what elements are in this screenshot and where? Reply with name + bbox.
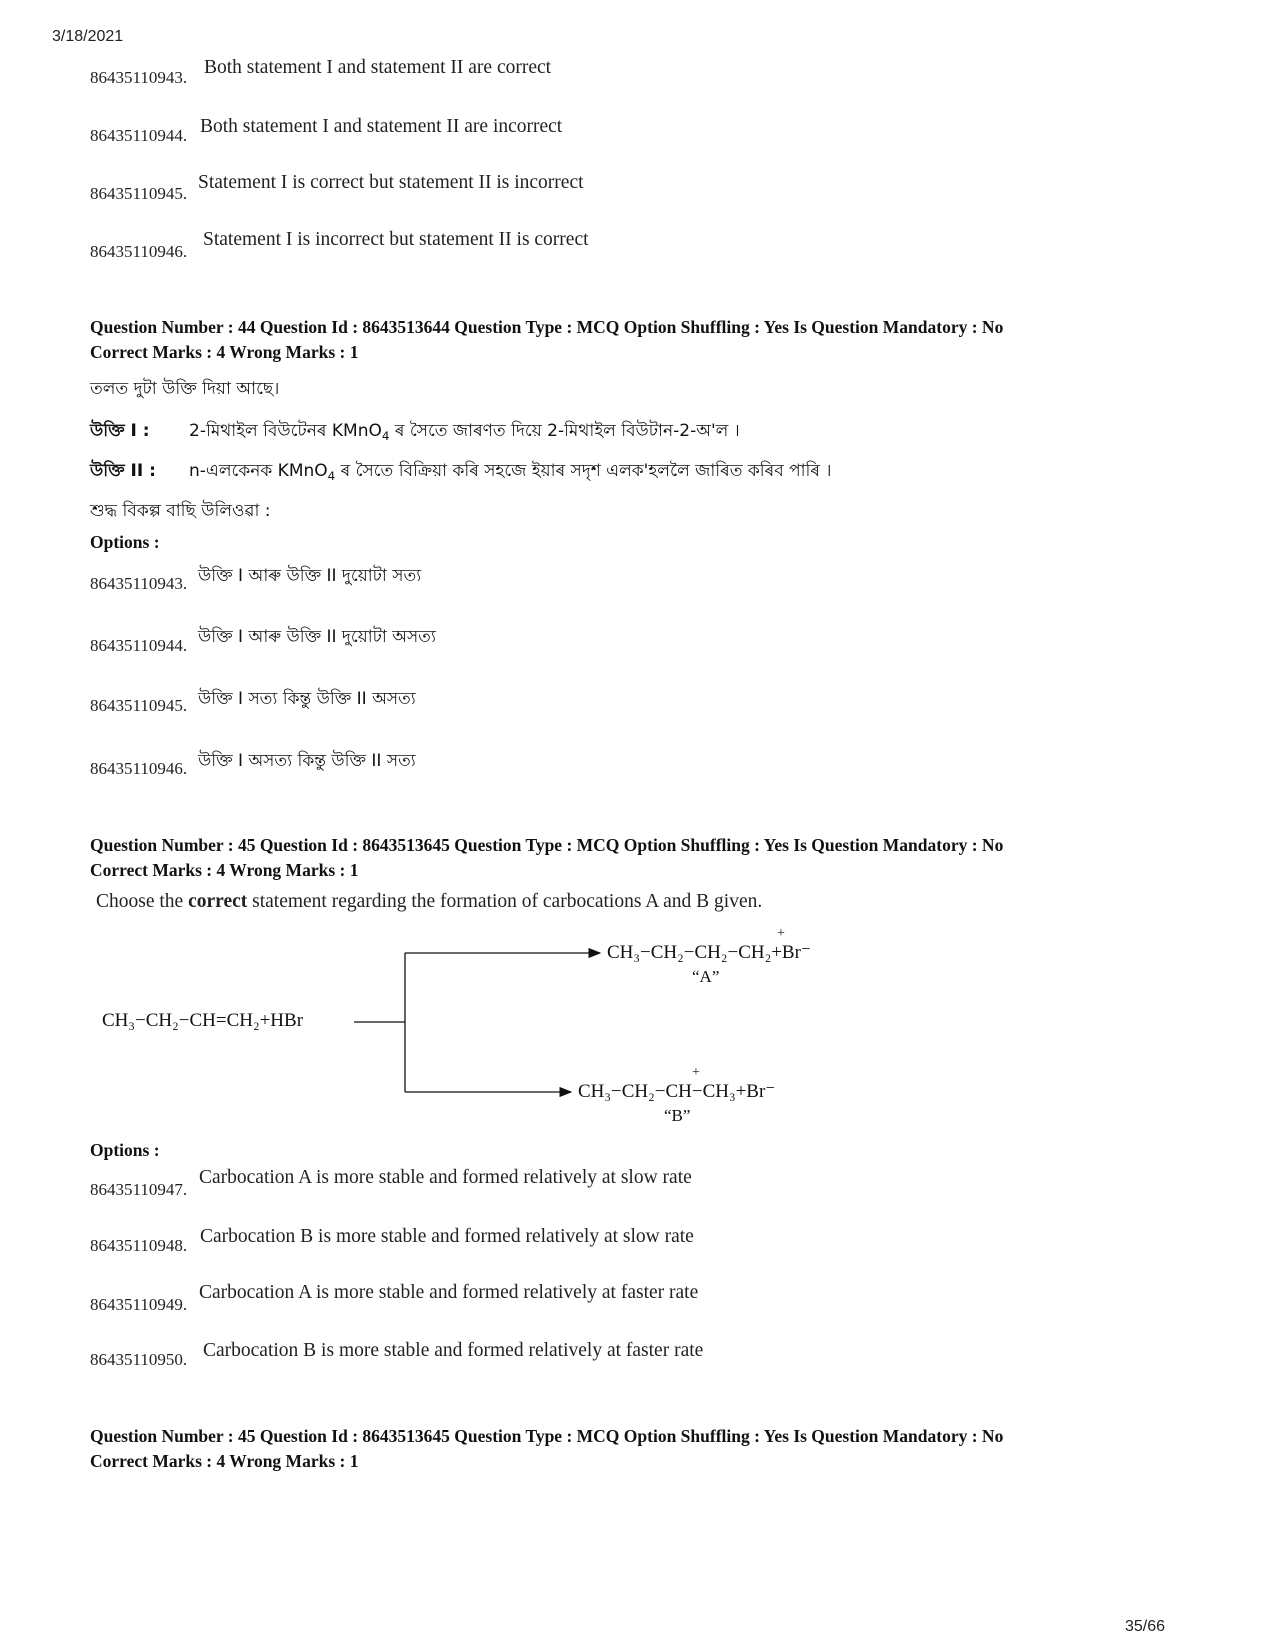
options-label: Options :	[90, 532, 160, 552]
question-45-meta: Question Number : 45 Question Id : 8643513645 Question Type : MCQ Option Shuffling : Yes Is Question Mandatory : No	[90, 835, 1004, 855]
option-id: 86435110949.	[90, 1295, 188, 1314]
product-a-label: “A”	[692, 967, 720, 986]
prev-option-id: 86435110944.	[90, 126, 188, 145]
prev-option-text: Both statement I and statement II are incorrect	[200, 116, 563, 137]
option-id: 86435110950.	[90, 1350, 188, 1369]
option-id: 86435110944.	[90, 636, 188, 655]
prev-option-id: 86435110946.	[90, 242, 188, 261]
prev-option-text: Statement I is incorrect but statement II is correct	[203, 229, 589, 250]
prev-option-id: 86435110945.	[90, 184, 188, 203]
product-b-formula: CH₃−CH₂−CH−CH₃+Br⁻	[578, 1081, 776, 1102]
prev-option-text: Statement I is correct but statement II is incorrect	[198, 172, 584, 193]
reactant-formula: CH₃−CH₂−CH=CH₂+HBr	[102, 1010, 304, 1031]
option-text: Carbocation A is more stable and formed relatively at faster rate	[199, 1282, 699, 1303]
options-label: Options :	[90, 1140, 160, 1160]
prev-option-id: 86435110943.	[90, 68, 188, 87]
option-text: উক্তি I অসত্য কিন্তু উক্তি II সত্য	[198, 751, 416, 771]
option-id: 86435110948.	[90, 1236, 188, 1255]
question-45-text: Choose the correct statement regarding the formation of carbocations A and B given.	[96, 891, 763, 912]
option-text: উক্তি I আৰু উক্তি II দুয়োটা অসত্য	[198, 627, 436, 647]
product-a-formula: CH₃−CH₂−CH₂−CH₂+Br⁻	[607, 942, 811, 963]
question-45-marks: Correct Marks : 4 Wrong Marks : 1	[90, 860, 359, 880]
option-id: 86435110947.	[90, 1180, 188, 1199]
statement-1-label: উক্তি I :	[90, 421, 150, 441]
question-44-marks: Correct Marks : 4 Wrong Marks : 1	[90, 342, 359, 362]
print-date: 3/18/2021	[52, 28, 124, 45]
option-text: Carbocation B is more stable and formed relatively at faster rate	[203, 1340, 704, 1361]
product-b-charge: +	[692, 1065, 700, 1080]
statement-2-label: উক্তি II :	[90, 461, 156, 481]
option-text: Carbocation A is more stable and formed relatively at slow rate	[199, 1167, 692, 1188]
option-id: 86435110943.	[90, 574, 188, 593]
statement-1-text: 2-মিথাইল বিউটেনৰ KMnO$_4$ ৰ সৈতে জাৰণত দিয়ে 2-মিথাইল বিউটান-2-অ'ল ।	[189, 421, 740, 443]
question-44-instruction: শুদ্ধ বিকল্প বাছি উলিওৱা :	[90, 501, 271, 521]
option-id: 86435110946.	[90, 759, 188, 778]
statement-2-text: n-এলকেনক KMnO$_4$ ৰ সৈতে বিক্রিয়া কৰি সহজে ইয়াৰ সদৃশ এলক'হললৈ জাৰিত কৰিব পাৰি ।	[189, 461, 832, 483]
option-text: Carbocation B is more stable and formed relatively at slow rate	[200, 1226, 694, 1247]
product-b-label: “B”	[664, 1106, 691, 1125]
option-text: উক্তি I আৰু উক্তি II দুয়োটা সত্য	[198, 566, 422, 586]
prev-option-text: Both statement I and statement II are correct	[204, 57, 552, 78]
question-45-repeat-marks: Correct Marks : 4 Wrong Marks : 1	[90, 1451, 359, 1471]
option-text: উক্তি I সত্য কিন্তু উক্তি II অসত্য	[198, 689, 416, 709]
option-id: 86435110945.	[90, 696, 188, 715]
product-a-charge: +	[777, 926, 785, 941]
question-45-repeat-meta: Question Number : 45 Question Id : 8643513645 Question Type : MCQ Option Shuffling : Yes Is Question Mandatory : No	[90, 1426, 1004, 1446]
question-44-meta: Question Number : 44 Question Id : 8643513644 Question Type : MCQ Option Shuffling : Yes Is Question Mandatory : No	[90, 317, 1004, 337]
question-44-intro: তলত দুটা উক্তি দিয়া আছে।	[90, 379, 280, 399]
page-number: 35/66	[1124, 1618, 1165, 1635]
